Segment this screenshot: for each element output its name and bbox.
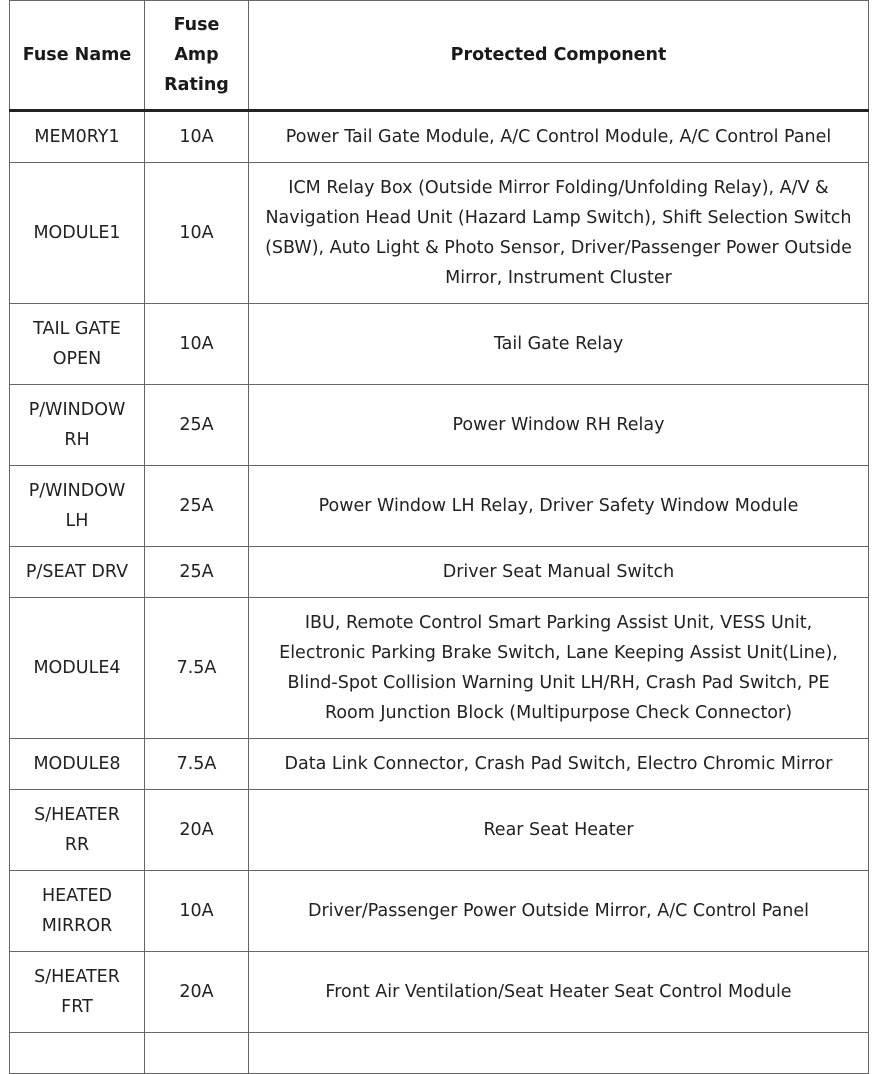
fuse-name-cell: HEATED MIRROR: [10, 871, 145, 952]
header-amp-rating: Fuse Amp Rating: [145, 1, 249, 111]
amp-rating-cell: 20A: [145, 952, 249, 1033]
protected-component-cell: Power Tail Gate Module, A/C Control Module, A/C Control Panel: [249, 111, 869, 163]
protected-component-cell: ICM Relay Box (Outside Mirror Folding/Unfolding Relay), A/V & Navigation Head Unit (Hazard Lamp Switch), Shift Selection Switch (SBW), Auto Light & Photo Sensor, Driver/Passenger Power Outside Mirror, Instrument Cluster: [249, 163, 869, 304]
amp-rating-cell: 20A: [145, 790, 249, 871]
header-fuse-name: Fuse Name: [10, 1, 145, 111]
protected-component-cell: Driver Seat Manual Switch: [249, 547, 869, 598]
fuse-name-cell: MEM0RY1: [10, 111, 145, 163]
protected-component-cell: Data Link Connector, Crash Pad Switch, Electro Chromic Mirror: [249, 739, 869, 790]
empty-cell: [249, 1033, 869, 1074]
protected-component-cell: Front Air Ventilation/Seat Heater Seat Control Module: [249, 952, 869, 1033]
amp-rating-cell: 7.5A: [145, 598, 249, 739]
protected-component-cell: Power Window LH Relay, Driver Safety Window Module: [249, 466, 869, 547]
fuse-name-cell: S/HEATER FRT: [10, 952, 145, 1033]
table-row-cut-off: [10, 1033, 869, 1074]
amp-rating-cell: 25A: [145, 466, 249, 547]
fuse-name-cell: MODULE8: [10, 739, 145, 790]
protected-component-cell: IBU, Remote Control Smart Parking Assist Unit, VESS Unit, Electronic Parking Brake Switch, Lane Keeping Assist Unit(Line), Blind-Spot Collision Warning Unit LH/RH, Crash Pad Switch, PE Room Junction Block (Multipurpose Check Connector): [249, 598, 869, 739]
table-row: [10, 598, 869, 739]
table-header-row: [10, 1, 869, 111]
fuse-name-cell: S/HEATER RR: [10, 790, 145, 871]
fuse-name-cell: TAIL GATE OPEN: [10, 304, 145, 385]
table-row: [10, 385, 869, 466]
table-row: [10, 739, 869, 790]
table-row: [10, 466, 869, 547]
empty-cell: [10, 1033, 145, 1074]
header-protected-component: Protected Component: [249, 1, 869, 111]
empty-cell: [145, 1033, 249, 1074]
fuse-name-cell: P/WINDOW LH: [10, 466, 145, 547]
fuse-table: [9, 0, 869, 1074]
amp-rating-cell: 25A: [145, 547, 249, 598]
table-row: [10, 304, 869, 385]
amp-rating-cell: 25A: [145, 385, 249, 466]
protected-component-cell: Driver/Passenger Power Outside Mirror, A/C Control Panel: [249, 871, 869, 952]
amp-rating-cell: 10A: [145, 163, 249, 304]
fuse-name-cell: P/WINDOW RH: [10, 385, 145, 466]
table-row: [10, 547, 869, 598]
protected-component-cell: Rear Seat Heater: [249, 790, 869, 871]
amp-rating-cell: 10A: [145, 304, 249, 385]
amp-rating-cell: 10A: [145, 871, 249, 952]
protected-component-cell: Power Window RH Relay: [249, 385, 869, 466]
table-row: [10, 952, 869, 1033]
table-row: [10, 163, 869, 304]
fuse-name-cell: P/SEAT DRV: [10, 547, 145, 598]
table-row: [10, 871, 869, 952]
amp-rating-cell: 7.5A: [145, 739, 249, 790]
table-row: [10, 111, 869, 163]
fuse-name-cell: MODULE4: [10, 598, 145, 739]
fuse-name-cell: MODULE1: [10, 163, 145, 304]
amp-rating-cell: 10A: [145, 111, 249, 163]
table-row: [10, 790, 869, 871]
protected-component-cell: Tail Gate Relay: [249, 304, 869, 385]
